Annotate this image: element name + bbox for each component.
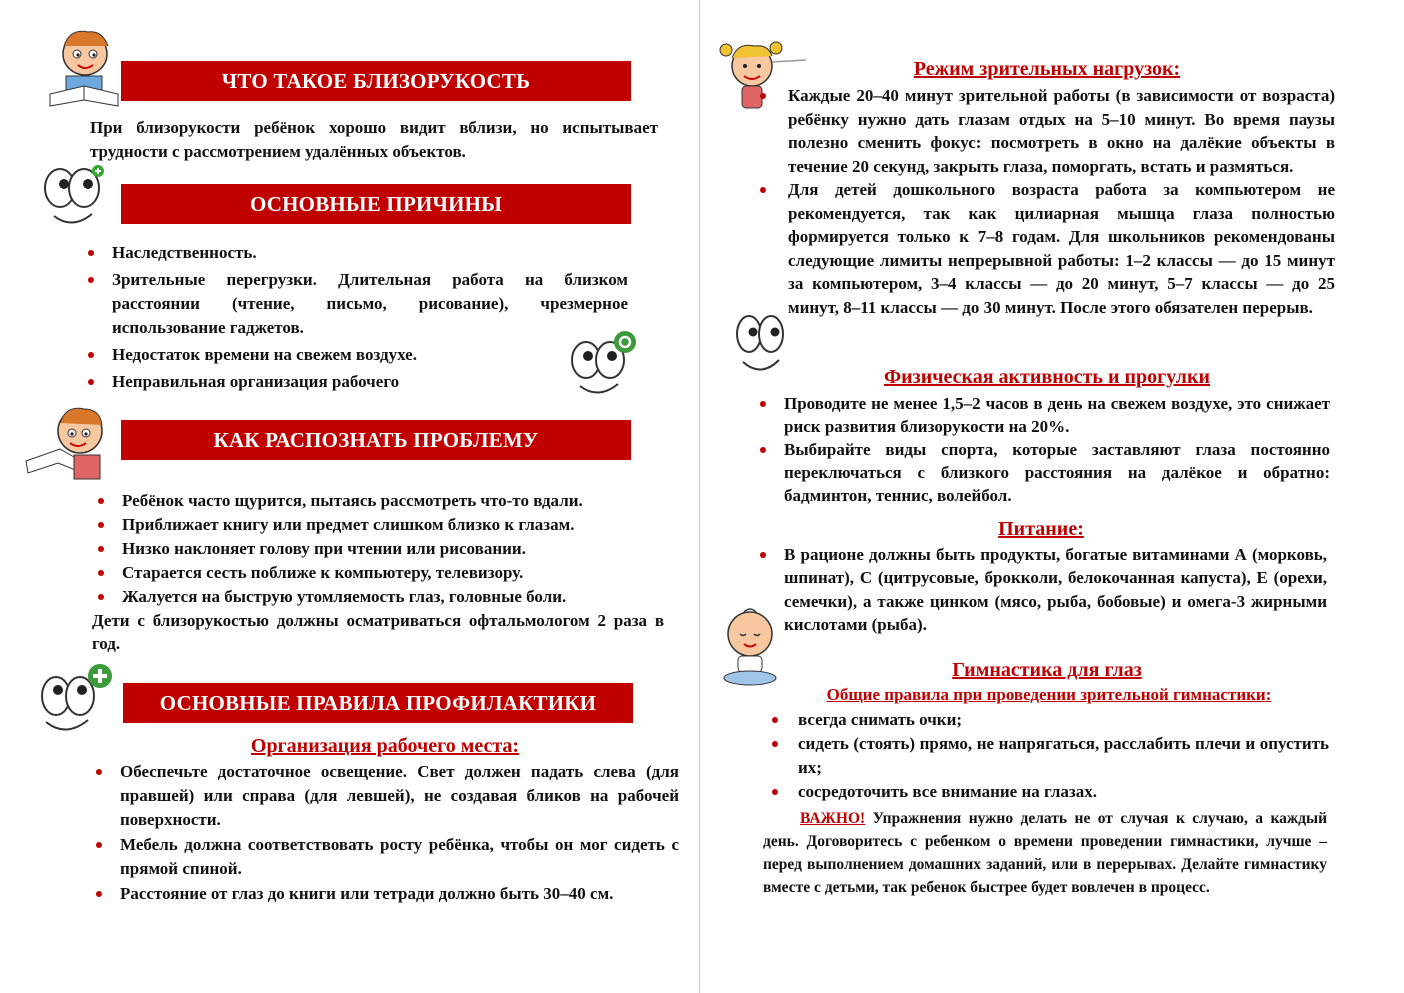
list-item: Старается сесть поближе к компьютеру, телевизору. xyxy=(98,561,668,585)
banner-what-is-myopia: ЧТО ТАКОЕ БЛИЗОРУКОСТЬ xyxy=(121,61,631,101)
activity-title: Физическая активность и прогулки xyxy=(883,366,1211,388)
list-item: Для детей дошкольного возраста работа за компьютером не рекомендуется, так как цилиарная мышца глаза полностью формируется только к 7–8 годам. Для школьников рекомендованы следующие лимиты непрерывной работы: 1–2 классы — до 15 минут за компьютером, 3–4 классы — до 20 минут, 5–7 классы — до 25 минут, 8–11 классы — до 30 минут. После этого обязателен перерыв. xyxy=(760,178,1335,319)
list-item: всегда снимать очки; xyxy=(772,708,1329,732)
list-item: Каждые 20–40 минут зрительной работы (в зависимости от возраста) ребёнку нужно дать глазам отдых на 5–10 минут. Во время паузы полезно сменить фокус: посмотреть в окно на далёкие объекты в течение 20 секунд, закрыть глаза, поморгать, встать и размяться. xyxy=(760,84,1335,178)
boy-reading-icon xyxy=(22,403,108,485)
symptoms-list xyxy=(98,489,668,609)
activity-list xyxy=(760,392,1330,507)
list-item: Зрительные перегрузки. Длительная работа на близком расстоянии (чтение, письмо, рисование), чрезмерное использование гаджетов. xyxy=(88,268,628,340)
list-item: В рационе должны быть продукты, богатые витаминами А (морковь, шпинат), С (цитрусовые, брокколи, белокочанная капуста), Е (орехи, семечки), а также цинком (мясо, рыба, бобовые) и омега-3 жирными кислотами (рыба). xyxy=(760,543,1327,636)
nutrition-list xyxy=(760,543,1327,636)
banner-main-causes: ОСНОВНЫЕ ПРИЧИНЫ xyxy=(121,184,631,224)
list-item: Ребёнок часто щурится, пытаясь рассмотреть что-то вдали. xyxy=(98,489,668,513)
list-item: Жалуется на быструю утомляемость глаз, головные боли. xyxy=(98,585,668,609)
list-item: Приближает книгу или предмет слишком близко к глазам. xyxy=(98,513,668,537)
plus-badge-icon xyxy=(36,660,118,740)
banner-prevention-rules: ОСНОВНЫЕ ПРАВИЛА ПРОФИЛАКТИКИ xyxy=(123,683,633,723)
myopia-definition: При близорукости ребёнок хорошо видит вблизи, но испытывает трудности с рассмотрением удалённых объектов. xyxy=(90,118,658,161)
recycle-badge-icon xyxy=(568,328,642,404)
baby-meditating-icon xyxy=(718,604,782,688)
eye-gym-subtitle: Общие правила при проведении зрительной гимнастики: xyxy=(826,685,1272,704)
boy-reading-icon xyxy=(40,24,120,110)
checkup-note: Дети с близорукостью должны осматриваться офтальмологом 2 раза в год. xyxy=(92,611,664,653)
important-text: Упражнения нужно делать не от случая к случаю, а каждый день. Договоритесь с ребенком о времени проведении гимнастики, лучше – перед выполнением домашних заданий, или в перерывах. Делайте гимнастику вместе с детьми, так ребенок быстрее будет вовлечен в процесс. xyxy=(763,810,1327,896)
cartoon-eyes-icon xyxy=(40,164,110,232)
list-item: Выбирайте виды спорта, которые заставляют глаза постоянно переключаться с близкого расстояния на далёкое и обратно: бадминтон, теннис, волейбол. xyxy=(760,438,1330,507)
nutrition-title: Питание: xyxy=(998,518,1084,540)
list-item: Неправильная организация рабочего xyxy=(88,370,628,394)
important-label: ВАЖНО! xyxy=(800,810,866,827)
visual-load-list xyxy=(760,84,1335,319)
page-divider xyxy=(699,0,700,993)
workplace-subtitle: Организация рабочего места: xyxy=(250,735,520,757)
list-item: Проводите не менее 1,5–2 часов в день на свежем воздухе, это снижает риск развития близорукости на 20%. xyxy=(760,392,1330,438)
list-item: Недостаток времени на свежем воздухе. xyxy=(88,343,628,367)
causes-list xyxy=(88,241,628,397)
list-item: Наследственность. xyxy=(88,241,628,265)
list-item: сосредоточить все внимание на глазах. xyxy=(772,780,1329,804)
cartoon-eyes-icon xyxy=(733,310,787,384)
eye-gym-rules xyxy=(772,708,1329,804)
eye-gym-title: Гимнастика для глаз xyxy=(952,659,1142,681)
list-item: Обеспечьте достаточное освещение. Свет должен падать слева (для правшей) или справа (для левшей), не создавая бликов на рабочей поверхности. xyxy=(96,760,679,832)
list-item: Расстояние от глаз до книги или тетради должно быть 30–40 см. xyxy=(96,882,679,906)
list-item: Мебель должна соответствовать росту ребёнка, чтобы он мог сидеть с прямой спиной. xyxy=(96,833,679,881)
list-item: Низко наклоняет голову при чтении или рисовании. xyxy=(98,537,668,561)
list-item: сидеть (стоять) прямо, не напрягаться, расслабить плечи и опустить их; xyxy=(772,732,1329,780)
workplace-list xyxy=(96,760,679,907)
visual-load-title: Режим зрительных нагрузок: xyxy=(913,58,1181,80)
important-note xyxy=(763,807,1327,899)
banner-recognize-problem: КАК РАСПОЗНАТЬ ПРОБЛЕМУ xyxy=(121,420,631,460)
